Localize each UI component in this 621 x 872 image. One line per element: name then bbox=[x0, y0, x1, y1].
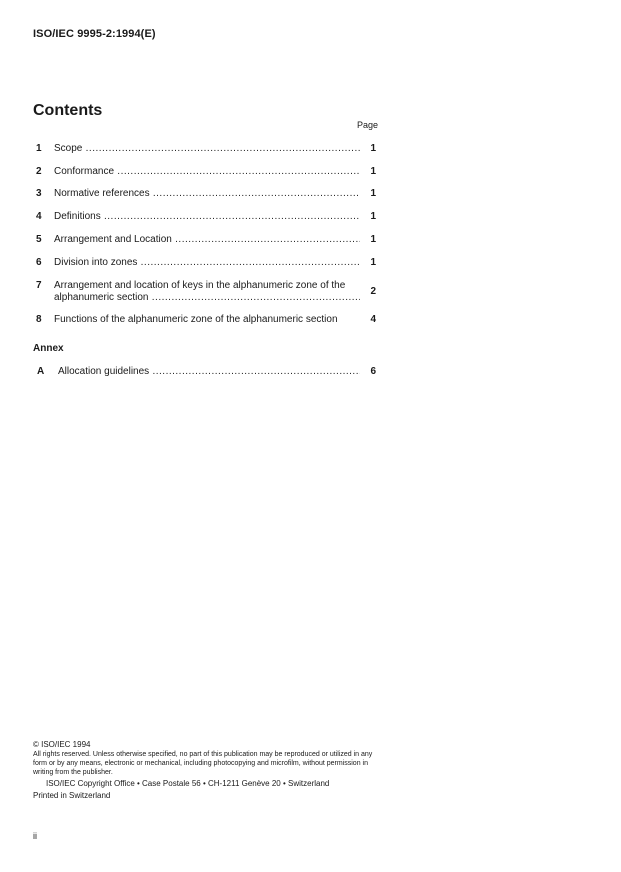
toc-entry-page: 1 bbox=[370, 234, 376, 245]
copyright-office-address: ISO/IEC Copyright Office • Case Postale 56 • CH-1211 Genève 20 • Switzerland bbox=[46, 779, 330, 788]
toc-entry-arrangement-keys[interactable] bbox=[33, 280, 378, 304]
toc-entry-title: Division into zones ..... bbox=[54, 257, 360, 269]
toc-entry-title: Arrangement and Location ..... bbox=[54, 234, 360, 246]
toc-entry-number: 3 bbox=[36, 188, 42, 199]
toc-entry-title: Scope ..... bbox=[54, 143, 360, 155]
toc-entry-page: 2 bbox=[370, 286, 376, 297]
contents-title: Contents bbox=[33, 102, 103, 119]
toc-entry-title: Functions of the alphanumeric zone of the alphanumeric section bbox=[54, 314, 338, 325]
toc-entry-page: 1 bbox=[370, 143, 376, 154]
rights-statement: All rights reserved. Unless otherwise specified, no part of this publication may be reproduced or utilized in any form or by any means, electronic or mechanical, including photocopying and microfilm, without permission in writing from the publisher. bbox=[33, 751, 373, 776]
toc-entry-number: 2 bbox=[36, 166, 42, 177]
annex-entry-title: Allocation guidelines ..... bbox=[58, 366, 360, 378]
toc-entry-page: 4 bbox=[370, 314, 376, 325]
annex-entry-page: 6 bbox=[370, 366, 376, 377]
annex-entry-letter: A bbox=[37, 366, 45, 377]
toc-entry-number: 4 bbox=[36, 211, 42, 222]
toc-entry-title: Normative references ..... bbox=[54, 188, 360, 200]
page-column-label: Page bbox=[356, 120, 378, 130]
toc-entry-number: 7 bbox=[36, 280, 42, 291]
toc-entry-title: Definitions ..... bbox=[54, 211, 360, 223]
printed-in: Printed in Switzerland bbox=[33, 791, 111, 800]
toc-entry-page: 1 bbox=[370, 257, 376, 268]
toc-entry-number: 8 bbox=[36, 314, 42, 325]
toc-entry-number: 6 bbox=[36, 257, 42, 268]
toc-entry-title: Arrangement and location of keys in the alphanumeric zone of the bbox=[54, 280, 346, 291]
copyright-notice bbox=[33, 740, 383, 801]
toc-entry-page: 1 bbox=[370, 211, 376, 222]
page-number: ii bbox=[33, 831, 37, 841]
document-id-header: ISO/IEC 9995-2:1994(E) bbox=[33, 28, 156, 40]
toc-entry-number: 5 bbox=[36, 234, 42, 245]
toc-entry-title: Conformance ..... bbox=[54, 166, 360, 178]
toc-entry-title-continued: alphanumeric section ..... bbox=[54, 292, 360, 304]
annex-heading: Annex bbox=[33, 343, 64, 354]
copyright-line: © ISO/IEC 1994 bbox=[33, 740, 91, 749]
toc-entry-number: 1 bbox=[36, 143, 42, 154]
toc-entry-page: 1 bbox=[370, 166, 376, 177]
toc-entry-page: 1 bbox=[370, 188, 376, 199]
